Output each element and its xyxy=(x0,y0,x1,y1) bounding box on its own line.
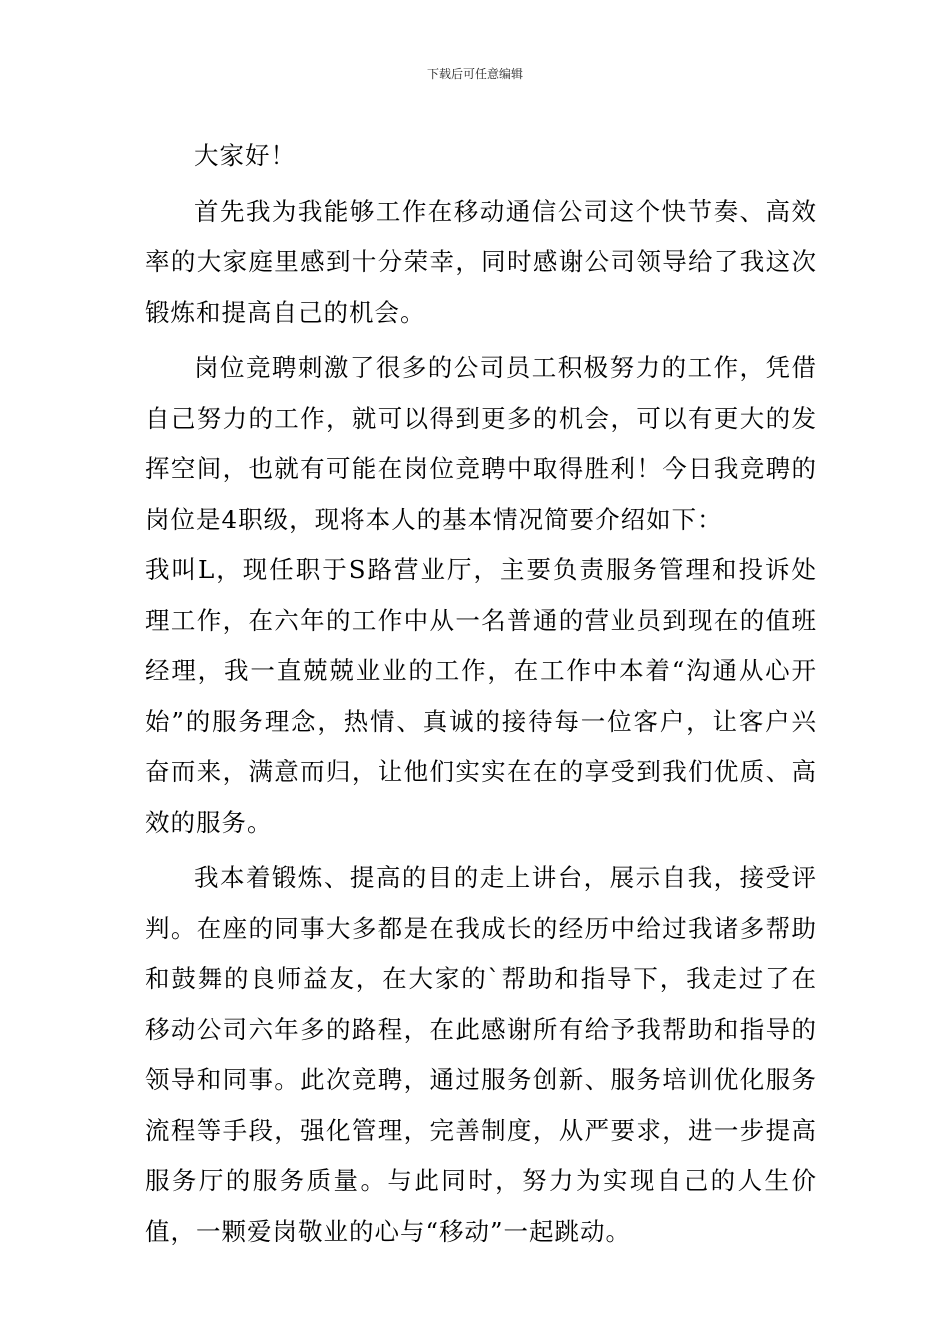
paragraph-competition: 岗位竞聘刺激了很多的公司员工积极努力的工作，凭借自己努力的工作，就可以得到更多的机会，可以有更大的发挥空间，也就有可能在岗位竞聘中取得胜利！今日我竞聘的岗位是4职级，现将本人的基本情况简要介绍如下： xyxy=(145,353,817,534)
paragraph-self-introduction: 我叫L，现任职于S路营业厅，主要负责服务管理和投诉处理工作，在六年的工作中从一名普通的营业员到现在的值班经理，我一直兢兢业业的工作，在工作中本着“沟通从心开始”的服务理念，热情、真诚的接待每一位客户，让客户兴奋而来，满意而归，让他们实实在在的享受到我们优质、高效的服务。 xyxy=(145,555,817,837)
page-header-note: 下载后可任意编辑 xyxy=(426,67,523,81)
greeting-paragraph: 大家好！ xyxy=(194,141,296,170)
document-body xyxy=(145,131,817,1257)
paragraph-thanks: 首先我为我能够工作在移动通信公司这个快节奏、高效率的大家庭里感到十分荣幸，同时感谢公司领导给了我这次锻炼和提高自己的机会。 xyxy=(145,196,817,327)
paragraph-closing: 我本着锻炼、提高的目的走上讲台，展示自我，接受评判。在座的同事大多都是在我成长的经历中给过我诸多帮助和鼓舞的良师益友，在大家的`帮助和指导下，我走过了在移动公司六年多的路程，在此感谢所有给予我帮助和指导的领导和同事。此次竞聘，通过服务创新、服务培训优化服务流程等手段，强化管理，完善制度，从严要求，进一步提高服务厅的服务质量。与此同时，努力为实现自己的人生价值，一颗爱岗敬业的心与“移动”一起跳动。 xyxy=(145,863,817,1246)
